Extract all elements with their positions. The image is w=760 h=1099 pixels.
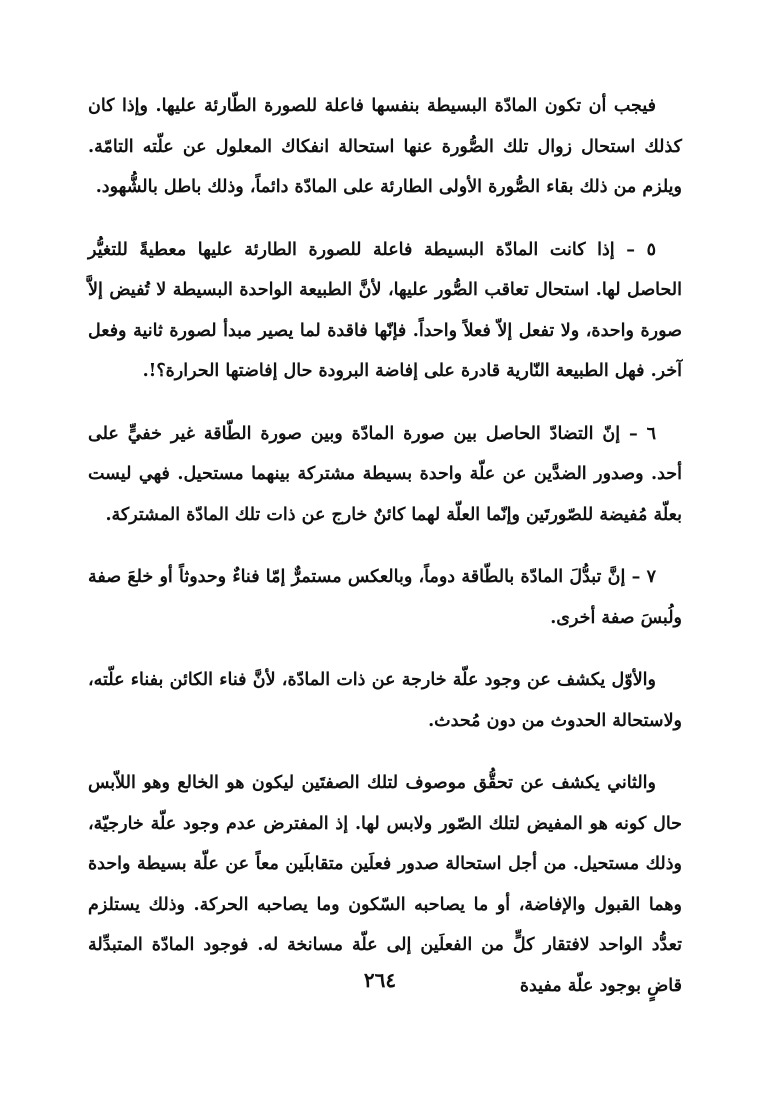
paragraph-item-7: ٧ – إنَّ تبدُّلَ المادّة بالطّاقة دوماً، وبالعكس مستمرٌّ إمّا فناءٌ وحدوثاً أو خلعَ صفة ولُبسَ صفة أخرى. — [88, 567, 682, 628]
paragraph-first-case: والأوّل يكشف عن وجود علّة خارجة عن ذات المادّة، لأنَّ فناء الكائن بفناء علّته، ولاستحالة الحدوث من دون مُحدث. — [88, 670, 682, 731]
body-text — [88, 86, 682, 1028]
paragraph-second-case: والثاني يكشف عن تحقُّق موصوف لتلك الصفتَين ليكون هو الخالع وهو اللاّبس حال كونه هو المفيض لتلك الصّور ولابس لها. إذ المفترض عدم وجود علّة خارجيّة، وذلك مستحيل. من أجل استحالة صدور فعلَين متقابلَين معاً عن علّة بسيطة واحدة وهما القبول والإفاضة، أو ما يصاحبه السّكون وما يصاحبه الحركة. وذلك يستلزم تعدُّد الواحد لافتقار كلٍّ من الفعلَين إلى علّة مسانخة له. فوجود المادّة المتبدِّلة قاضٍ بوجود علّة مفيدة — [88, 773, 682, 996]
page-number: ٢٦٤ — [363, 968, 397, 992]
paragraph-item-6: ٦ – إنّ التضادّ الحاصل بين صورة المادّة وبين صورة الطّاقة غير خفيٍّ على أحد. وصدور الضدَّين عن علّة واحدة بسيطة مشتركة بينهما مستحيل. فهي ليست بعلّة مُفيضة للصّورتَين وإنّما العلّة لهما كائنٌ خارج عن ذات تلك المادّة المشتركة. — [88, 423, 682, 525]
paragraph-1: فيجب أن تكون المادّة البسيطة بنفسها فاعلة للصورة الطّارئة عليها. وإذا كان كذلك استحال زوال تلك الصُّورة عنها استحالة انفكاك المعلول عن علّته التامّة. ويلزم من ذلك بقاء الصُّورة الأولى الطارئة على المادّة دائماً، وذلك باطل بالشُّهود. — [88, 96, 682, 197]
paragraph-item-5: ٥ – إذا كانت المادّة البسيطة فاعلة للصورة الطارئة عليها معطيةً للتغيُّر الحاصل لها. استحال تعاقب الصُّور عليها، لأنَّ الطبيعة الواحدة البسيطة لا تُفيض إلاَّ صورة واحدة، ولا تفعل إلاّ فعلاً واحداً. فإنّها فاقدة لما يصير مبدأ لصورة ثانية وفعل آخر. فهل الطبيعة النّارية قادرة على إفاضة البرودة حال إفاضتها الحرارة؟!. — [88, 239, 682, 381]
